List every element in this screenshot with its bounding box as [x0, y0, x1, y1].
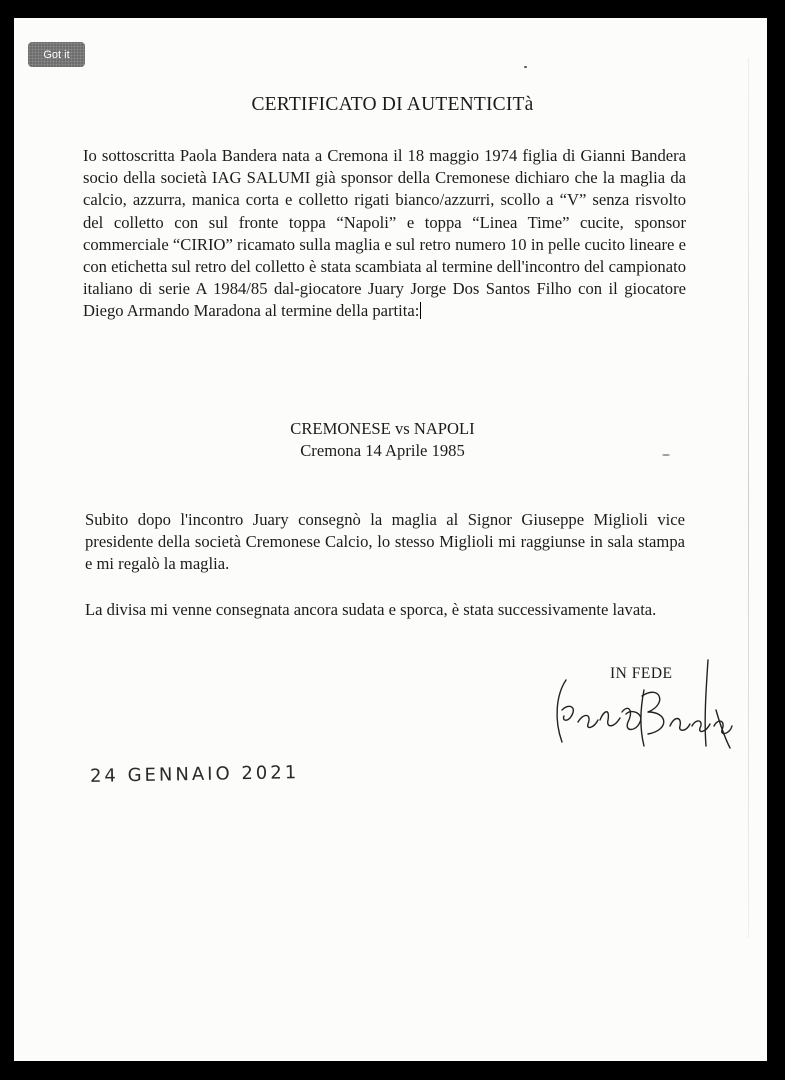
- paragraph-2: Subito dopo l'incontro Juary consegnò la maglia al Signor Giuseppe Miglioli vice presidente della società Cremonese Calcio, lo stesso Miglioli mi raggiunse in sala stampa e mi regalò la maglia.: [85, 510, 685, 574]
- got-it-button[interactable]: Got it: [28, 42, 85, 67]
- paragraph-3: La divisa mi venne consegnata ancora sudata e sporca, è stata successivamente lavata.: [85, 600, 657, 619]
- match-info: [0, 418, 765, 462]
- scan-speck: [524, 66, 527, 68]
- closing-in-fede: IN FEDE: [610, 665, 673, 682]
- page-fold-shadow: [748, 58, 749, 938]
- intro-paragraph: [83, 145, 686, 323]
- handwritten-signature: [548, 650, 738, 760]
- document-title: CERTIFICATO DI AUTENTICITà: [251, 94, 534, 115]
- text-cursor: [420, 302, 421, 319]
- match-title: CREMONESE vs NAPOLI: [290, 419, 475, 438]
- handwritten-date: 24 GENNAIO 2021: [89, 762, 300, 787]
- match-date: Cremona 14 Aprile 1985: [300, 441, 465, 460]
- intro-paragraph-text: Io sottoscritta Paola Bandera nata a Cremona il 18 maggio 1974 figlia di Gianni Bandera socio della società IAG SALUMI già sponsor della Cremonese dichiaro che la maglia da calcio, azzurra, manica corta e colletto rigati bianco/azzurri, scollo a “V” senza risvolto del colletto con sul fronte toppa “Napoli” e toppa “Linea Time” cucite, sponsor commerciale “CIRIO” ricamato sulla maglia e sul retro numero 10 in pelle cucito lineare e con etichetta sul retro del colletto è stata scambiata al termine dell'incontro del campionato italiano di serie A 1984/85 dal-giocatore Juary Jorge Dos Santos Filho con il giocatore Diego Armando Maradona al termine della partita:: [83, 146, 686, 321]
